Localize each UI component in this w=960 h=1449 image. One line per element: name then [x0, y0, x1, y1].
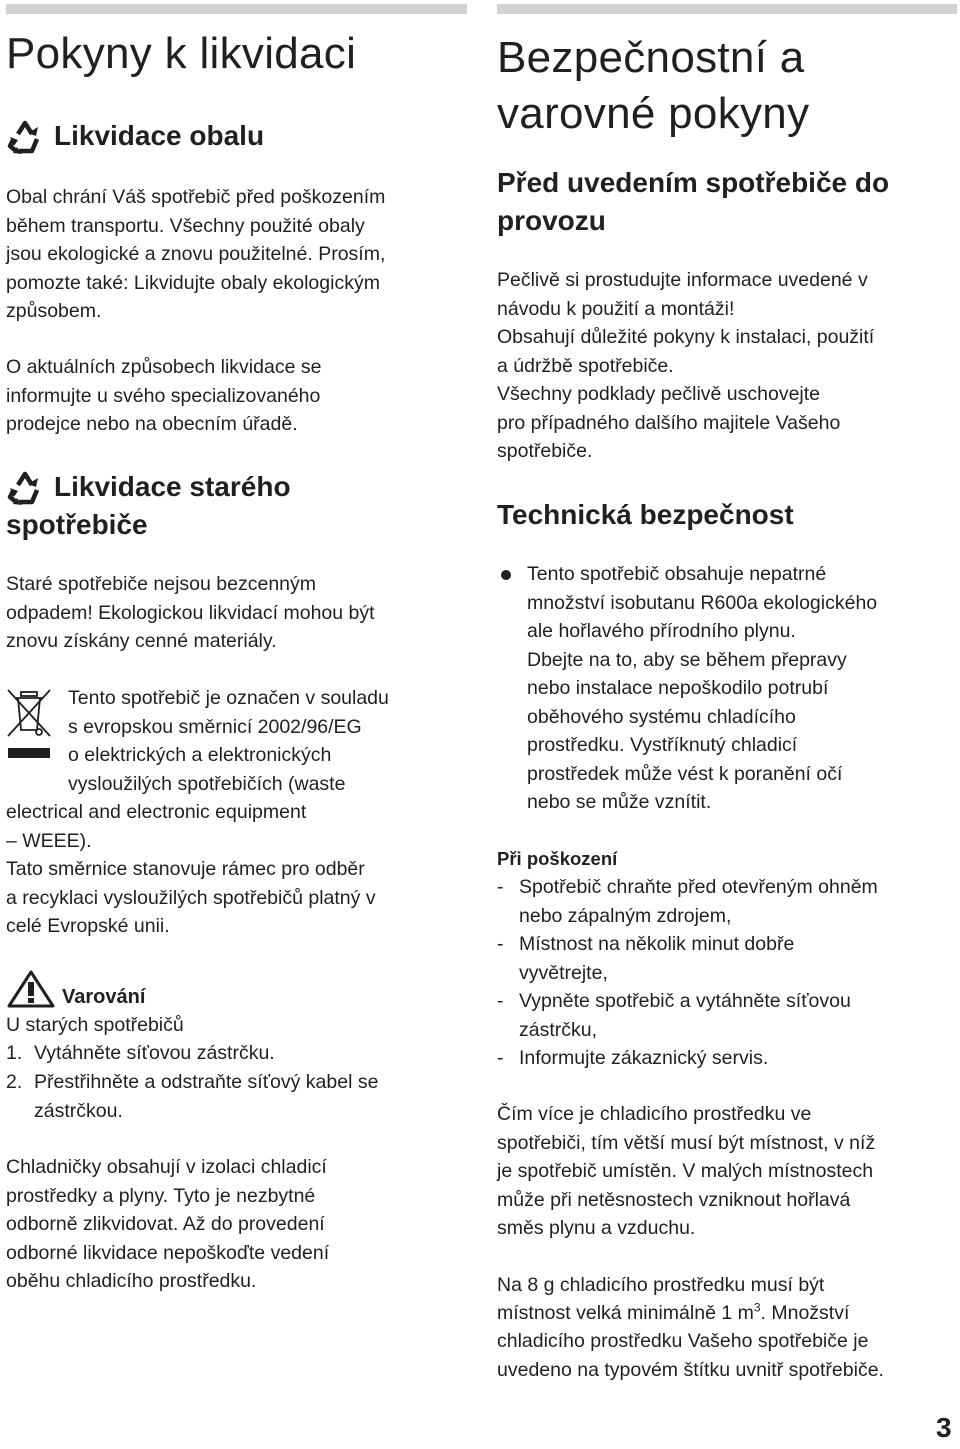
- list-item: Spotřebič chraňte před otevřeným ohněm nebo zápalným zdrojem,: [519, 876, 878, 927]
- page-title-safety-line2: varovné pokyny: [497, 89, 810, 138]
- packaging-paragraph-2: O aktuálních způsobech likvidace se informujte u svého specializovaného prodejce nebo na obecním úřadě.: [6, 356, 322, 435]
- packaging-paragraph-1: Obal chrání Váš spotřebič před poškozením během transportu. Všechny použité obaly jsou ekologické a znovu použitelné. Prosím, pomozte také: Likvidujte obaly ekologickým způsobem.: [6, 186, 386, 322]
- heading-packaging-disposal: Likvidace obalu: [54, 120, 265, 151]
- list-item-dash: -: [497, 933, 504, 955]
- volume-paragraph-line1: Na 8 g chladicího prostředku musí být: [497, 1274, 825, 1296]
- list-item-dash: -: [497, 990, 504, 1012]
- refrigerant-disposal-paragraph: Chladničky obsahují v izolaci chladicí prostředky a plyny. Tyto je nezbytné odborně zlikvidovat. Až do provedení odborné likvidace nepoškoďte vedení oběhu chladicího prostředku.: [6, 1156, 330, 1292]
- heading-old-appliance-line2: spotřebiče: [6, 509, 148, 540]
- volume-text-b: . Množství: [760, 1302, 850, 1324]
- weee-paragraph-indented: Tento spotřebič je označen v souladu s evropskou směrnicí 2002/96/EG o elektrických a elektronických vysloužilých spotřebičích (waste: [68, 687, 389, 795]
- page-number: 3: [936, 1412, 952, 1443]
- step-2-text: Přestřihněte a odstraňte síťový kabel se zástrčkou.: [34, 1071, 379, 1122]
- warning-triangle-icon: [6, 969, 56, 1009]
- recycle-icon: [6, 469, 44, 507]
- volume-superscript: 3: [753, 1300, 761, 1315]
- list-item: Místnost na několik minut dobře vyvětrejte,: [519, 933, 795, 984]
- list-item: Informujte zákaznický servis.: [519, 1047, 769, 1069]
- list-item: Vypněte spotřebič a vytáhněte síťovou zástrčku,: [519, 990, 851, 1041]
- volume-paragraph-rest: chladicího prostředku Vašeho spotřebiče je uvedeno na typovém štítku uvnitř spotřebiče.: [497, 1330, 884, 1381]
- room-size-paragraph: Čím více je chladicího prostředku ve spotřebiči, tím větší musí být místnost, v níž je spotřebič umístěn. V malých místnostech může při netěsnostech vzniknout hořlavá směs plynu a vzduchu.: [497, 1103, 876, 1239]
- warning-subtitle: U starých spotřebičů: [6, 1014, 184, 1036]
- recycle-icon: [6, 118, 44, 156]
- volume-text-a: místnost velká minimálně 1 m: [497, 1302, 754, 1324]
- page-title-disposal: Pokyny k likvidaci: [6, 29, 357, 78]
- weee-paragraph-full: electrical and electronic equipment – WEEE). Tato směrnice stanovuje rámec pro odběr a recyklaci vysloužilých spotřebičů platný v celé Evropské unii.: [6, 801, 376, 937]
- step-2-number: 2.: [6, 1071, 23, 1093]
- list-item-dash: -: [497, 1047, 504, 1069]
- page-title-safety-line1: Bezpečnostní a: [497, 33, 805, 82]
- step-1-text: Vytáhněte síťovou zástrčku.: [34, 1042, 275, 1064]
- list-item-dash: -: [497, 876, 504, 898]
- step-1-number: 1.: [6, 1042, 23, 1064]
- left-top-bar: [6, 4, 467, 14]
- old-appliance-paragraph: Staré spotřebiče nejsou bezcenným odpadem! Ekologickou likvidací mohou být znovu získány cenné materiály.: [6, 573, 375, 652]
- heading-old-appliance-line1: Likvidace starého: [54, 471, 291, 502]
- volume-paragraph-line2: [497, 1299, 957, 1328]
- bullet-icon: [501, 570, 511, 580]
- warning-label: Varování: [62, 986, 146, 1008]
- technical-safety-bullet-text: Tento spotřebič obsahuje nepatrné množství isobutanu R600a ekologického ale hořlavého přírodního plynu. Dbejte na to, aby se během přepravy nebo instalace nepoškodilo potrubí oběhového systému chladícího prostředku. Vystříknutý chladicí prostředek může vést k poranění očí nebo se může vznítit.: [527, 563, 878, 813]
- weee-bin-icon: [6, 686, 52, 762]
- before-use-paragraph: Pečlivě si prostudujte informace uvedené v návodu k použití a montáži! Obsahují důležité pokyny k instalaci, použití a údržbě spotřebiče. Všechny podklady pečlivě uschovejte pro případného dalšího majitele Vašeho spotřebiče.: [497, 269, 875, 462]
- heading-damage: Při poškození: [497, 848, 618, 869]
- heading-technical-safety: Technická bezpečnost: [497, 499, 794, 530]
- heading-before-use: Před uvedením spotřebiče do provozu: [497, 167, 890, 236]
- right-top-bar: [497, 4, 957, 14]
